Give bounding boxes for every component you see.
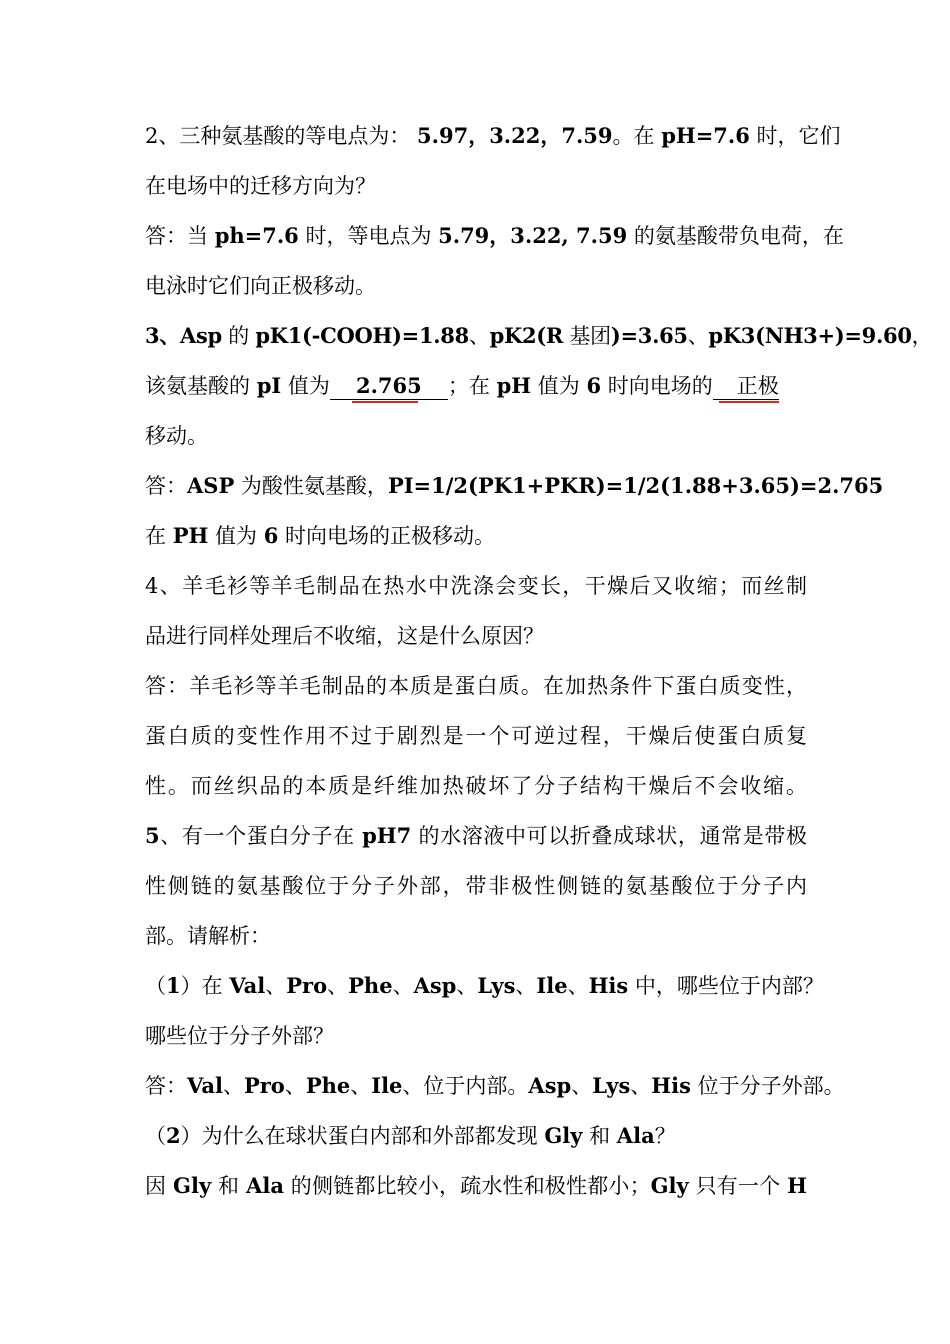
q5-sub2-line: （2）为什么在球状蛋白内部和外部都发现 Gly 和 Ala？ (145, 1123, 676, 1148)
q4-question-line-1: 4、羊毛衫等羊毛制品在热水中洗涤会变长，干燥后又收缩；而丝制 (145, 574, 807, 598)
q2-question-line-1: 2、三种氨基酸的等电点为： 5.97，3.22，7.59。在 pH=7.6 时，它们 (145, 123, 841, 148)
q3-question-line-1: 3、Asp 的 pK1(-COOH)=1.88、pK2(R 基团)=3.65、pK3(NH3+)=9.60， (145, 323, 933, 348)
q4-answer-line-1: 答：羊毛衫等羊毛制品的本质是蛋白质。在加热条件下蛋白质变性， (145, 674, 807, 698)
red-underline-mark (352, 401, 418, 403)
direction-answer-blank: 正极 (713, 371, 779, 401)
q5-answer2-line: 因 Gly 和 Ala 的侧链都比较小，疏水性和极性都小；Gly 只有一个 H (145, 1173, 807, 1198)
q5-sub1-line-2: 哪些位于分子外部？ (145, 1024, 334, 1048)
q3-answer-line-1: 答：ASP 为酸性氨基酸，PI=1/2(PK1+PKR)=1/2(1.88+3.65)=2.765 (145, 473, 884, 498)
q2-question-line-2: 在电场中的迁移方向为？ (145, 174, 376, 198)
q3-question-line-3: 移动。 (145, 424, 208, 448)
q4-answer-line-2: 蛋白质的变性作用不过于剧烈是一个可逆过程，干燥后使蛋白质复 (145, 724, 807, 748)
q2-answer-line-2: 电泳时它们向正极移动。 (145, 274, 376, 298)
q5-question-line-1: 5、有一个蛋白分子在 pH7 的水溶液中可以折叠成球状，通常是带极 (145, 823, 807, 848)
q2-answer-line-1: 答：当 ph=7.6 时，等电点为 5.79，3.22, 7.59 的氨基酸带负电荷，在 (145, 223, 844, 248)
pi-answer-blank: 2.765 (330, 371, 448, 401)
q3-question-line-2: 该氨基酸的 pI 值为 2.765 ；在 pH 值为 6 时向电场的 正极 (145, 371, 807, 401)
q5-question-line-3: 部。请解析： (145, 924, 271, 948)
q5-answer1-line: 答：Val、Pro、Phe、Ile、位于内部。Asp、Lys、His 位于分子外部。 (145, 1073, 845, 1098)
q3-answer-line-2: 在 PH 值为 6 时向电场的正极移动。 (145, 523, 495, 548)
q4-question-line-2: 品进行同样处理后不收缩，这是什么原因？ (145, 624, 544, 648)
q5-question-line-2: 性侧链的氨基酸位于分子外部，带非极性侧链的氨基酸位于分子内 (145, 874, 807, 898)
q5-sub1-line-1: （1）在 Val、Pro、Phe、Asp、Lys、Ile、His 中，哪些位于内部？ (145, 973, 824, 998)
red-underline-mark-2 (719, 401, 779, 403)
q4-answer-line-3: 性。而丝织品的本质是纤维加热破坏了分子结构干燥后不会收缩。 (145, 774, 807, 798)
